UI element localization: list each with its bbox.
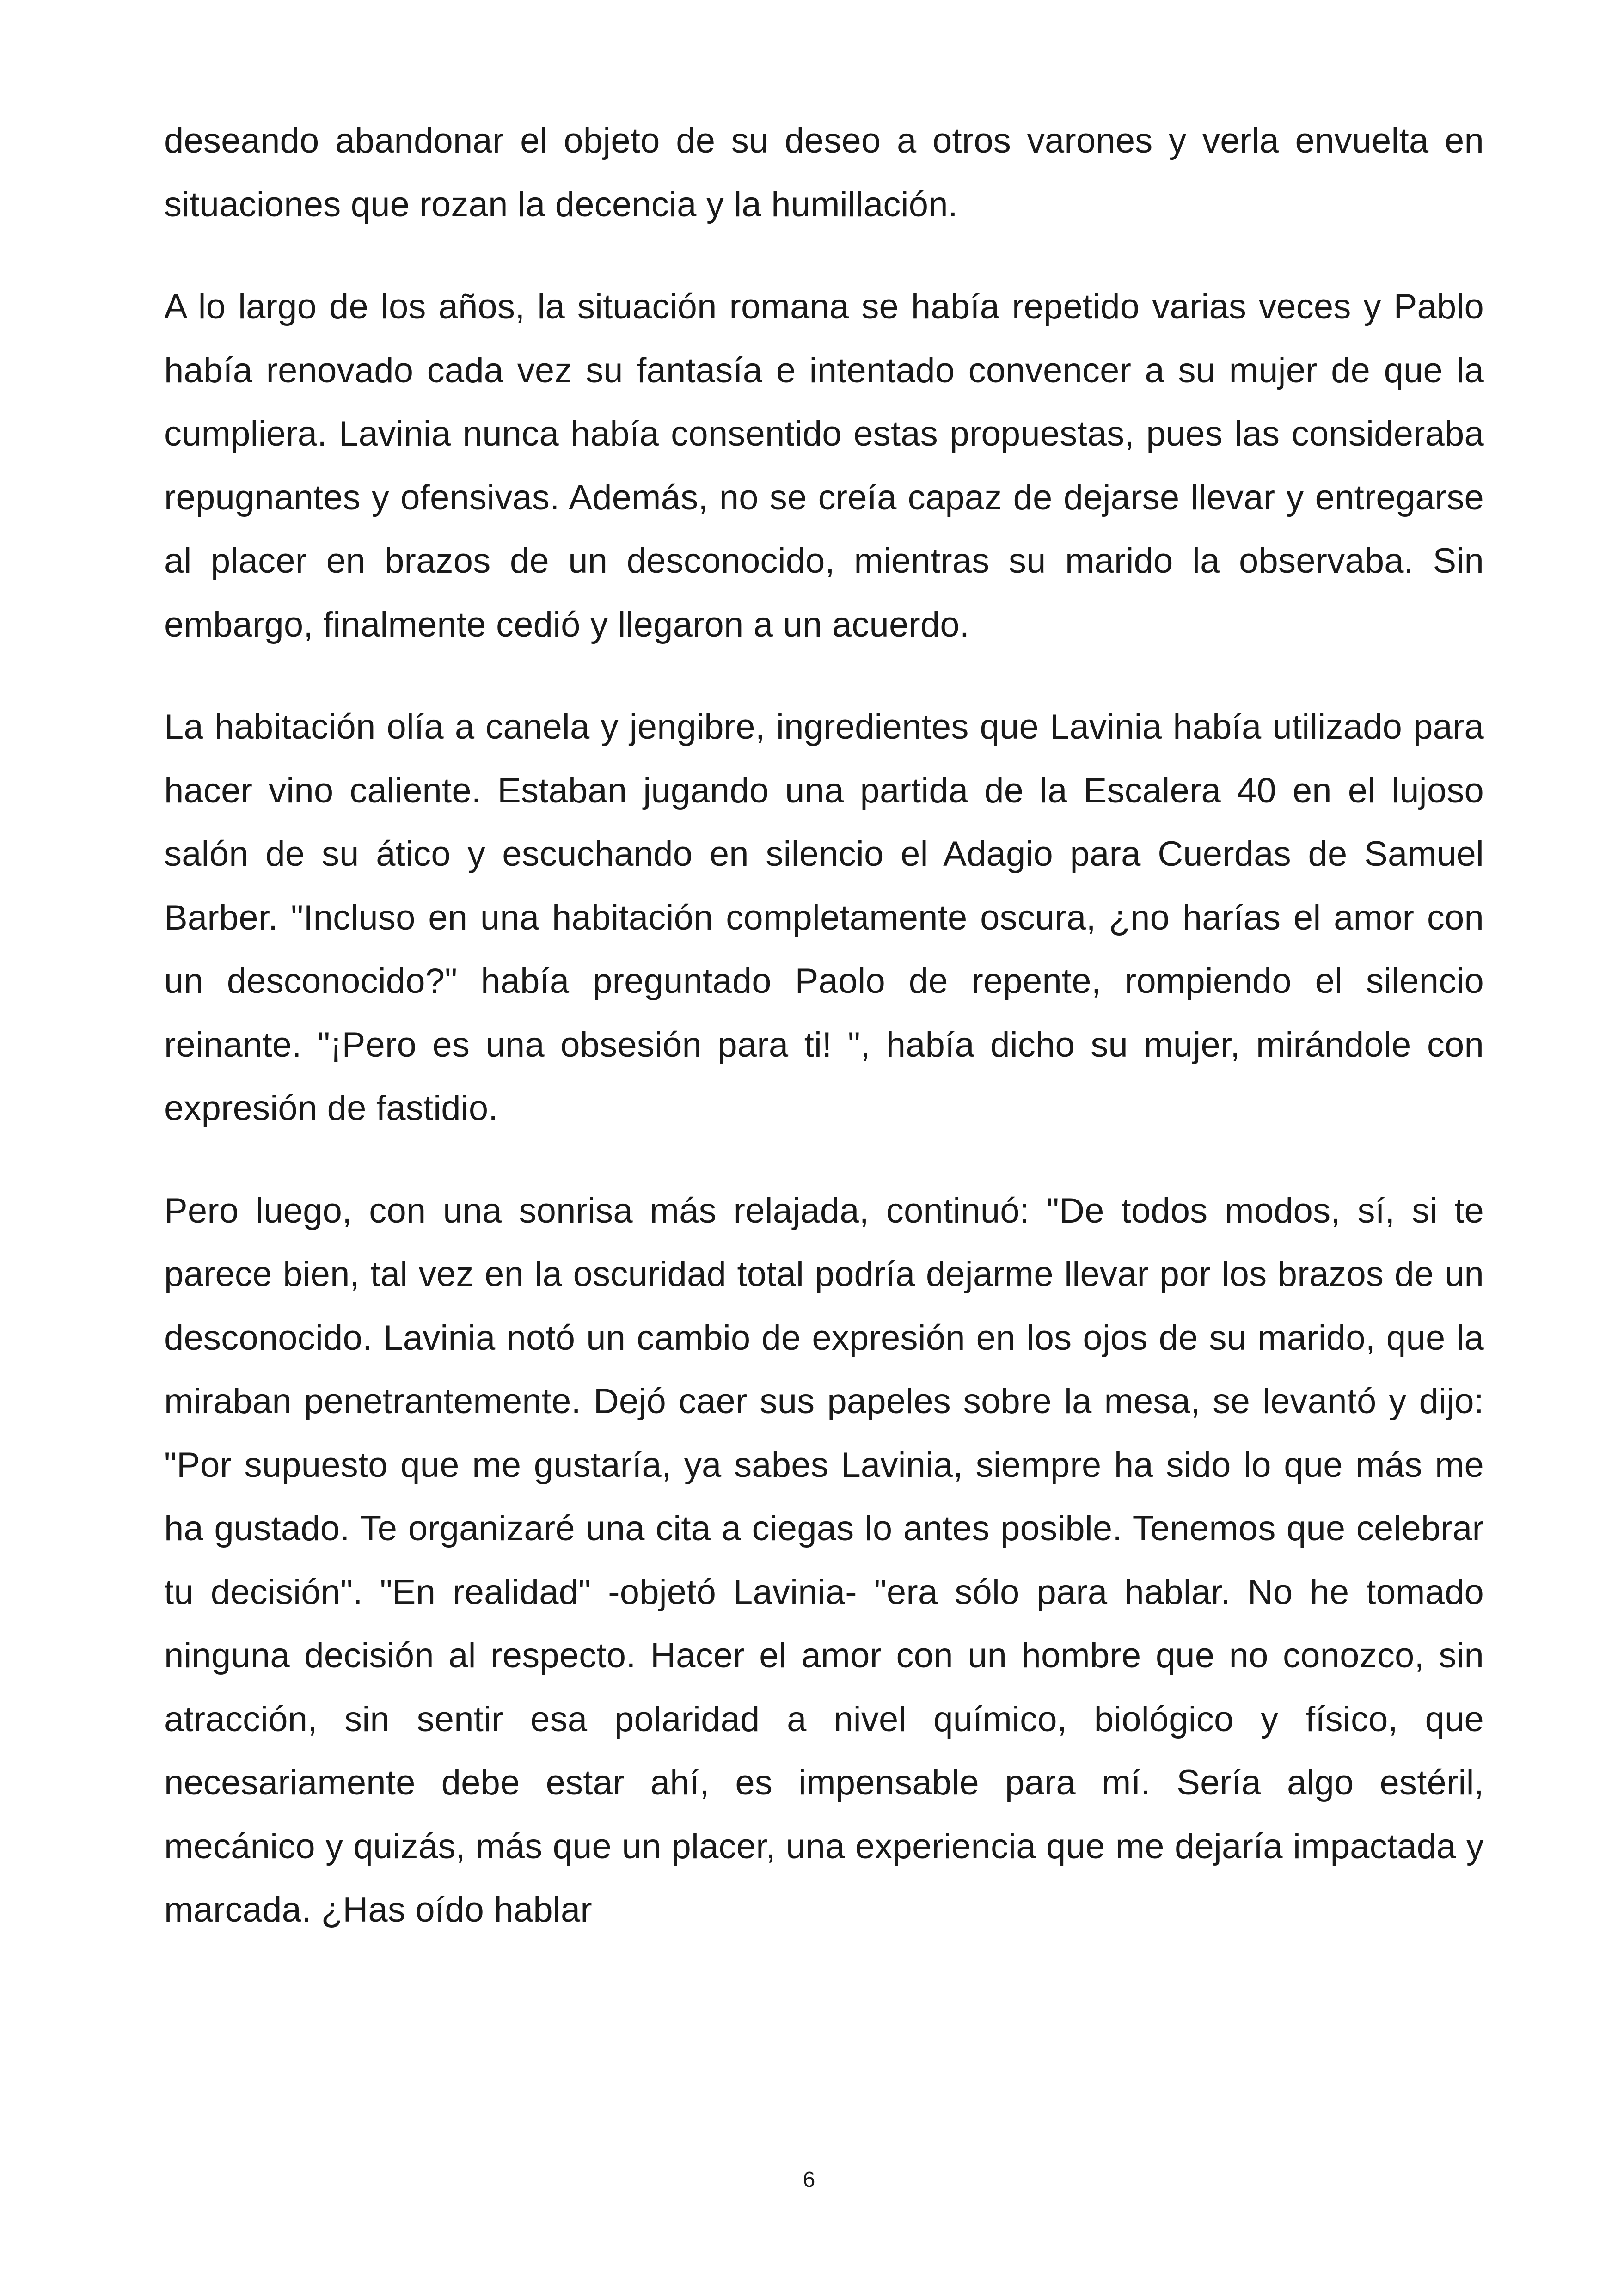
page-body [164,109,1484,1981]
paragraph: Pero luego, con una sonrisa más relajada, continuó: "De todos modos, sí, si te parece bien, tal vez en la oscuridad total podría dejarme llevar por los brazos de un desconocido. Lavinia notó un cambio de expresión en los ojos de su marido, que la miraban penetrantemente. Dejó caer sus papeles sobre la mesa, se levantó y dijo: "Por supuesto que me gustaría, ya sabes Lavinia, siempre ha sido lo que más me ha gustado. Te organizaré una cita a ciegas lo antes posible. Tenemos que celebrar tu decisión". "En realidad" -objetó Lavinia- "era sólo para hablar. No he tomado ninguna decisión al respecto. Hacer el amor con un hombre que no conozco, sin atracción, sin sentir esa polaridad a nivel químico, biológico y físico, que necesariamente debe estar ahí, es impensable para mí. Sería algo estéril, mecánico y quizás, más que un placer, una experiencia que me dejaría impactada y marcada. ¿Has oído hablar [164,1191,1484,1929]
paragraph: A lo largo de los años, la situación romana se había repetido varias veces y Pablo había renovado cada vez su fantasía e intentado convencer a su mujer de que la cumpliera. Lavinia nunca había consentido estas propuestas, pues las consideraba repugnantes y ofensivas. Además, no se creía capaz de dejarse llevar y entregarse al placer en brazos de un desconocido, mientras su marido la observaba. Sin embargo, finalmente cedió y llegaron a un acuerdo. [164,287,1484,644]
paragraph: La habitación olía a canela y jengibre, ingredientes que Lavinia había utilizado para hacer vino caliente. Estaban jugando una partida de la Escalera 40 en el lujoso salón de su ático y escuchando en silencio el Adagio para Cuerdas de Samuel Barber. "Incluso en una habitación completamente oscura, ¿no harías el amor con un desconocido?" había preguntado Paolo de repente, rompiendo el silencio reinante. "¡Pero es una obsesión para ti! ", había dicho su mujer, mirándole con expresión de fastidio. [164,707,1484,1128]
page-number: 6 [803,2167,815,2192]
paragraph: deseando abandonar el objeto de su deseo a otros varones y verla envuelta en situaciones que rozan la decencia y la humillación. [164,121,1484,224]
